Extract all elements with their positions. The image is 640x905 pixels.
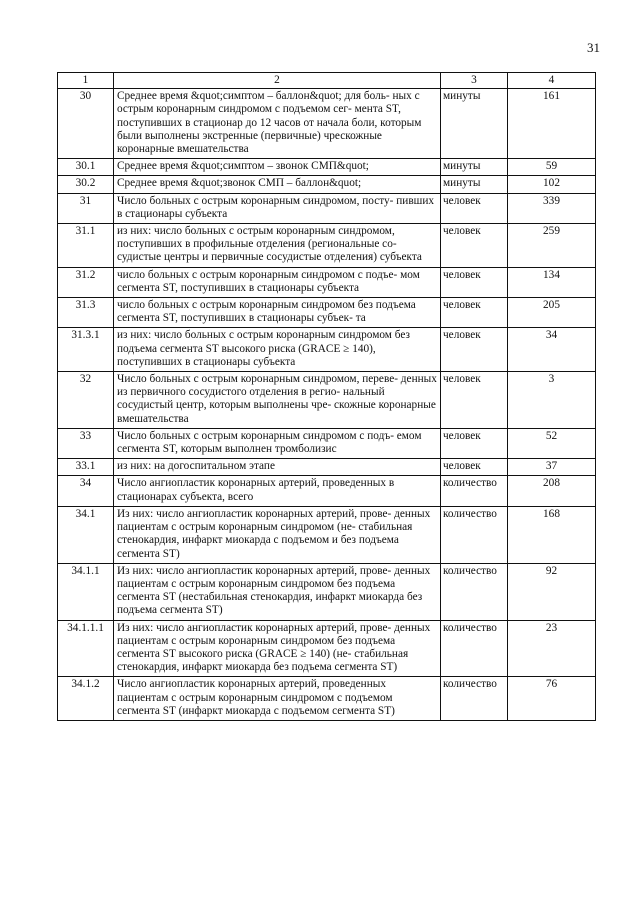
unit-cell: количество [441,620,508,677]
unit-cell: количество [441,563,508,620]
row-number: 34.1.1.1 [58,620,114,677]
unit-cell: человек [441,193,508,223]
unit-cell: количество [441,476,508,506]
row-number: 30.2 [58,176,114,193]
table-row [58,428,596,458]
table-row [58,267,596,297]
row-number: 30.1 [58,159,114,176]
table-row [58,459,596,476]
value-cell: 92 [508,563,596,620]
header-col-4: 4 [508,73,596,89]
row-number: 31.2 [58,267,114,297]
indicator-text: Число больных с острым коронарным синдромом с подъ- емом сегмента ST, которым выполнен тромболизис [114,428,441,458]
indicator-text: Из них: число ангиопластик коронарных артерий, прове- денных пациентам с острым коронарным синдромом без подъема сегмента ST (нестабильная стенокардия, инфаркт миокарда без подъема сегмента ST) [114,563,441,620]
indicator-text: Число ангиопластик коронарных артерий, проведенных пациентам с острым коронарным синдромом с подъемом сегмента ST (инфаркт миокарда с подъемом сегмента ST) [114,677,441,721]
table-row [58,89,596,159]
indicator-text: Число больных с острым коронарным синдромом, посту- пивших в стационары субъекта [114,193,441,223]
value-cell: 208 [508,476,596,506]
row-number: 34.1.1 [58,563,114,620]
table-row [58,328,596,372]
value-cell: 339 [508,193,596,223]
indicator-text: Среднее время &quot;звонок СМП – баллон&quot; [114,176,441,193]
value-cell: 3 [508,372,596,429]
table-row [58,224,596,268]
indicator-text: Из них: число ангиопластик коронарных артерий, прове- денных пациентам с острым коронарным синдромом без подъема сегмента ST высокого риска (GRACE ≥ 140) (не- стабильная стенокардия, инфаркт миокарда без подъема сегмента ST) [114,620,441,677]
table-row [58,176,596,193]
unit-cell: человек [441,298,508,328]
unit-cell: человек [441,459,508,476]
unit-cell: человек [441,328,508,372]
table-row [58,506,596,563]
table-row [58,372,596,429]
value-cell: 205 [508,298,596,328]
unit-cell: человек [441,428,508,458]
table-row [58,677,596,721]
row-number: 33 [58,428,114,458]
row-number: 31.3.1 [58,328,114,372]
value-cell: 259 [508,224,596,268]
value-cell: 102 [508,176,596,193]
table-row [58,193,596,223]
indicator-text: из них: на догоспитальном этапе [114,459,441,476]
indicator-text: из них: число больных с острым коронарным синдромом без подъема сегмента ST высокого риска (GRACE ≥ 140), поступивших в стационары субъекта [114,328,441,372]
unit-cell: количество [441,677,508,721]
header-col-1: 1 [58,73,114,89]
indicator-text: Число больных с острым коронарным синдромом, переве- денных из первичного сосудистого отделения в регио- нальный сосудистый центр, которым выполнены чре- скожные коронарные вмешательства [114,372,441,429]
row-number: 31.1 [58,224,114,268]
table-row [58,159,596,176]
value-cell: 168 [508,506,596,563]
row-number: 31.3 [58,298,114,328]
value-cell: 134 [508,267,596,297]
table-row [58,620,596,677]
header-col-2: 2 [114,73,441,89]
value-cell: 23 [508,620,596,677]
unit-cell: количество [441,506,508,563]
page-number: 31 [587,40,600,55]
row-number: 33.1 [58,459,114,476]
indicator-text: Из них: число ангиопластик коронарных артерий, прове- денных пациентам с острым коронарным синдромом (не- стабильная стенокардия, инфаркт миокарда с подъемом и без подъема сегмента ST) [114,506,441,563]
value-cell: 34 [508,328,596,372]
value-cell: 52 [508,428,596,458]
table-row [58,563,596,620]
table-header-row [58,73,596,89]
row-number: 30 [58,89,114,159]
value-cell: 37 [508,459,596,476]
indicator-table [57,72,596,721]
value-cell: 76 [508,677,596,721]
indicator-text: Среднее время &quot;симптом – баллон&quot; для боль- ных с острым коронарным синдромом с подъемом сег- мента ST, поступивших в стационар до 12 часов от начала боли, которым были выполнены экстренные (первичные) чрескожные коронарные вмешательства [114,89,441,159]
row-number: 34.1.2 [58,677,114,721]
indicator-text: из них: число больных с острым коронарным синдромом, поступивших в профильные отделения (региональные со- судистые центры и первичные сосудистые отделения) субъекта [114,224,441,268]
unit-cell: человек [441,224,508,268]
table-row [58,476,596,506]
row-number: 34.1 [58,506,114,563]
row-number: 32 [58,372,114,429]
unit-cell: человек [441,267,508,297]
indicator-text: число больных с острым коронарным синдромом с подъе- мом сегмента ST, поступивших в стационары субъекта [114,267,441,297]
unit-cell: минуты [441,89,508,159]
unit-cell: человек [441,372,508,429]
unit-cell: минуты [441,159,508,176]
unit-cell: минуты [441,176,508,193]
indicator-text: Среднее время &quot;симптом – звонок СМП&quot; [114,159,441,176]
header-col-3: 3 [441,73,508,89]
indicator-text: Число ангиопластик коронарных артерий, проведенных в стационарах субъекта, всего [114,476,441,506]
table-row [58,298,596,328]
indicator-text: число больных с острым коронарным синдромом без подъема сегмента ST, поступивших в стационары субъек- та [114,298,441,328]
row-number: 31 [58,193,114,223]
row-number: 34 [58,476,114,506]
value-cell: 161 [508,89,596,159]
value-cell: 59 [508,159,596,176]
